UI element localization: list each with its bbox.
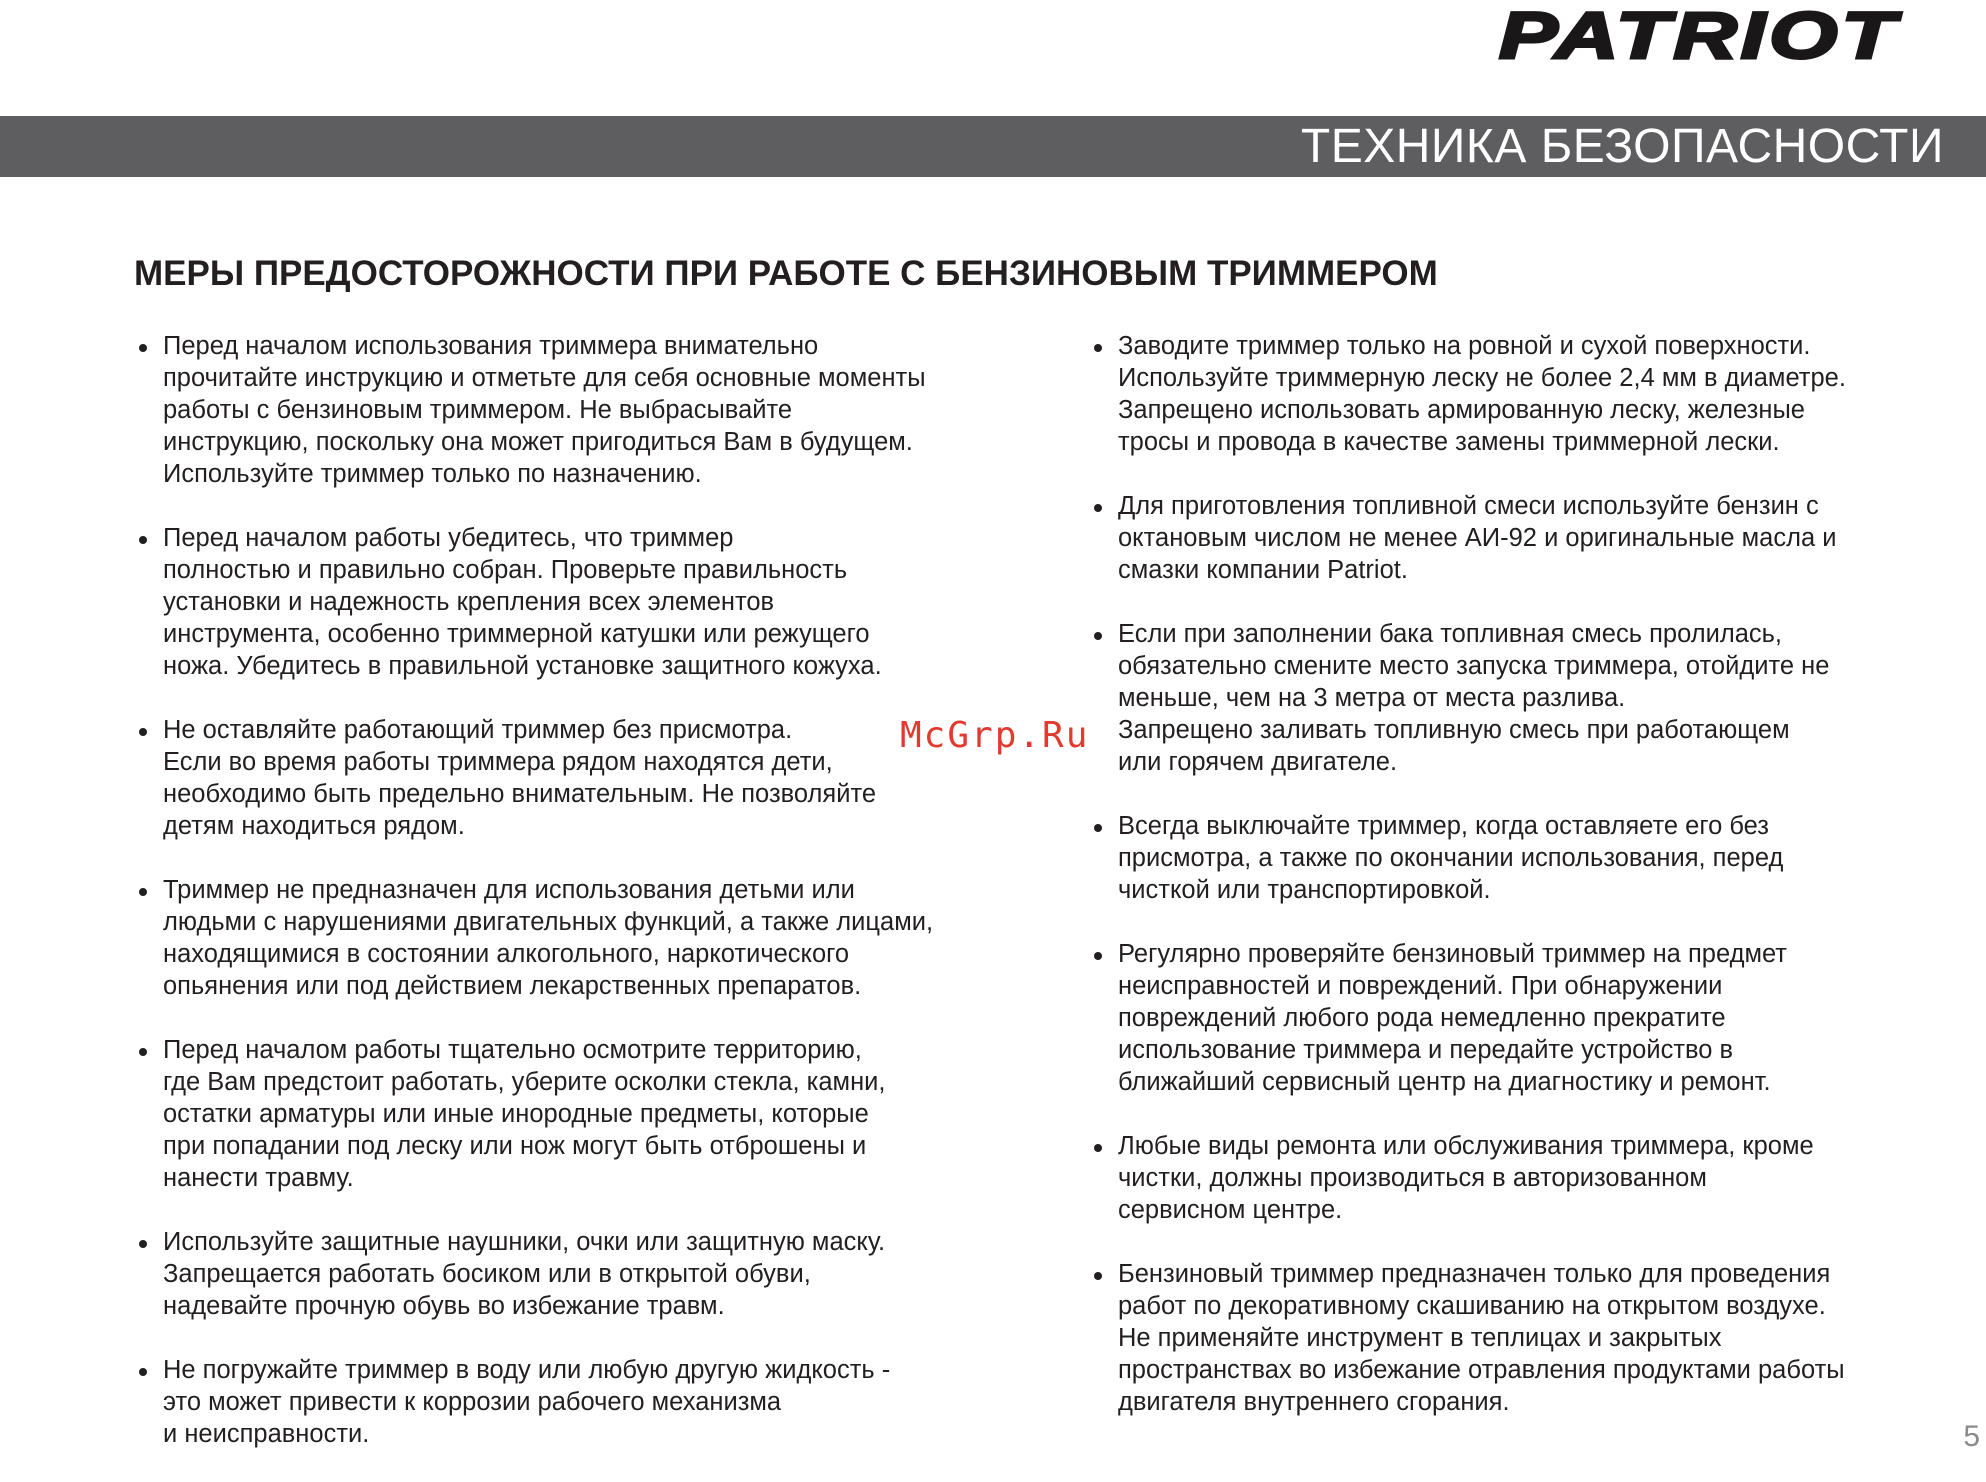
list-item bbox=[135, 522, 1040, 682]
bullet-icon bbox=[139, 1048, 147, 1056]
list-item-text: Триммер не предназначен для использования детьми или людьми с нарушениями двигательных функций, а также лицами, находящимися в состоянии алкогольного, наркотического опьянения или под действием лекарственных препаратов. bbox=[163, 876, 934, 1000]
list-item bbox=[1090, 490, 1970, 586]
list-item bbox=[1090, 938, 1970, 1098]
list-item-text: Заводите триммер только на ровной и сухой поверхности. Используйте триммерную леску не более 2,4 мм в диаметре. Запрещено использовать армированную леску, железные тросы и провода в качестве замены триммерной лески. bbox=[1118, 332, 1846, 456]
bullet-icon bbox=[139, 344, 147, 352]
list-item-text: Не погружайте триммер в воду или любую другую жидкость - это может привести к коррозии рабочего механизма и неисправности. bbox=[163, 1356, 891, 1448]
list-item bbox=[1090, 1130, 1970, 1226]
patriot-logo-mark bbox=[1491, 0, 1911, 80]
section-banner bbox=[0, 116, 1986, 177]
list-item-text: Регулярно проверяйте бензиновый триммер на предмет неисправностей и повреждений. При обнаружении повреждений любого рода немедленно прекратите использование триммера и передайте устройство в ближайший сервисный центр на диагностику и ремонт. bbox=[1118, 940, 1787, 1096]
bullet-icon bbox=[1094, 952, 1102, 960]
bullet-icon bbox=[1094, 1144, 1102, 1152]
list-item bbox=[135, 1354, 1040, 1450]
section-title: ТЕХНИКА БЕЗОПАСНОСТИ bbox=[1300, 120, 1944, 173]
patriot-logo bbox=[1491, 0, 1911, 80]
bullet-icon bbox=[139, 728, 147, 736]
page-number: 5 bbox=[1963, 1420, 1980, 1453]
bullet-icon bbox=[139, 888, 147, 896]
list-item-text: Бензиновый триммер предназначен только для проведения работ по декоративному скашиванию на открытом воздухе. Не применяйте инструмент в теплицах и закрытых пространствах во избежание отравления продуктами работы двигателя внутреннего сгорания. bbox=[1118, 1260, 1845, 1416]
bullet-icon bbox=[1094, 632, 1102, 640]
list-item-text: Не оставляйте работающий триммер без присмотра. Если во время работы триммера рядом находятся дети, необходимо быть предельно внимательным. Не позволяйте детям находиться рядом. bbox=[163, 716, 877, 840]
bullet-icon bbox=[1094, 504, 1102, 512]
watermark: McGrp.Ru bbox=[900, 715, 1090, 756]
list-item bbox=[135, 330, 1040, 490]
list-item bbox=[135, 1226, 1040, 1322]
list-item-text: Перед началом работы убедитесь, что триммер полностью и правильно собран. Проверьте правильность установки и надежность крепления всех элементов инструмента, особенно триммерной катушки или режущего ножа. Убедитесь в правильной установке защитного кожуха. bbox=[163, 524, 882, 680]
page-heading: МЕРЫ ПРЕДОСТОРОЖНОСТИ ПРИ РАБОТЕ С БЕНЗИНОВЫМ ТРИММЕРОМ bbox=[134, 254, 1438, 293]
bullet-icon bbox=[139, 1368, 147, 1376]
list-item bbox=[135, 1034, 1040, 1194]
list-item-text: Всегда выключайте триммер, когда оставляете его без присмотра, а также по окончании использования, перед чисткой или транспортировкой. bbox=[1118, 812, 1784, 904]
list-item-text: Если при заполнении бака топливная смесь пролилась, обязательно смените место запуска триммера, отойдите не меньше, чем на 3 метра от места разлива. Запрещено заливать топливную смесь при работающем или горячем двигателе. bbox=[1118, 620, 1830, 776]
list-item-text: Перед началом работы тщательно осмотрите территорию, где Вам предстоит работать, уберите осколки стекла, камни, остатки арматуры или иные инородные предметы, которые при попадании под леску или нож могут быть отброшены и нанести травму. bbox=[163, 1036, 886, 1192]
left-column-list bbox=[135, 330, 1040, 1482]
list-item bbox=[1090, 1258, 1970, 1418]
list-item bbox=[1090, 618, 1970, 778]
bullet-icon bbox=[139, 1240, 147, 1248]
bullet-icon bbox=[1094, 824, 1102, 832]
list-item-text: Для приготовления топливной смеси используйте бензин с октановым числом не менее АИ-92 и оригинальные масла и смазки компании Patriot. bbox=[1118, 492, 1837, 584]
list-item bbox=[135, 874, 1040, 1002]
list-item bbox=[1090, 330, 1970, 458]
right-column-list bbox=[1090, 330, 1970, 1450]
list-item-text: Используйте защитные наушники, очки или защитную маску. Запрещается работать босиком или в открытой обуви, надевайте прочную обувь во избежание травм. bbox=[163, 1228, 886, 1320]
list-item bbox=[1090, 810, 1970, 906]
bullet-icon bbox=[139, 536, 147, 544]
logo-wordmark: PATRIOT bbox=[1499, 0, 1902, 72]
bullet-icon bbox=[1094, 344, 1102, 352]
list-item-text: Перед началом использования триммера внимательно прочитайте инструкцию и отметьте для себя основные моменты работы с бензиновым триммером. Не выбрасывайте инструкцию, поскольку она может пригодиться Вам в будущем. Используйте триммер только по назначению. bbox=[163, 332, 926, 488]
bullet-icon bbox=[1094, 1272, 1102, 1280]
list-item-text: Любые виды ремонта или обслуживания триммера, кроме чистки, должны производиться в авторизованном сервисном центре. bbox=[1118, 1132, 1814, 1224]
